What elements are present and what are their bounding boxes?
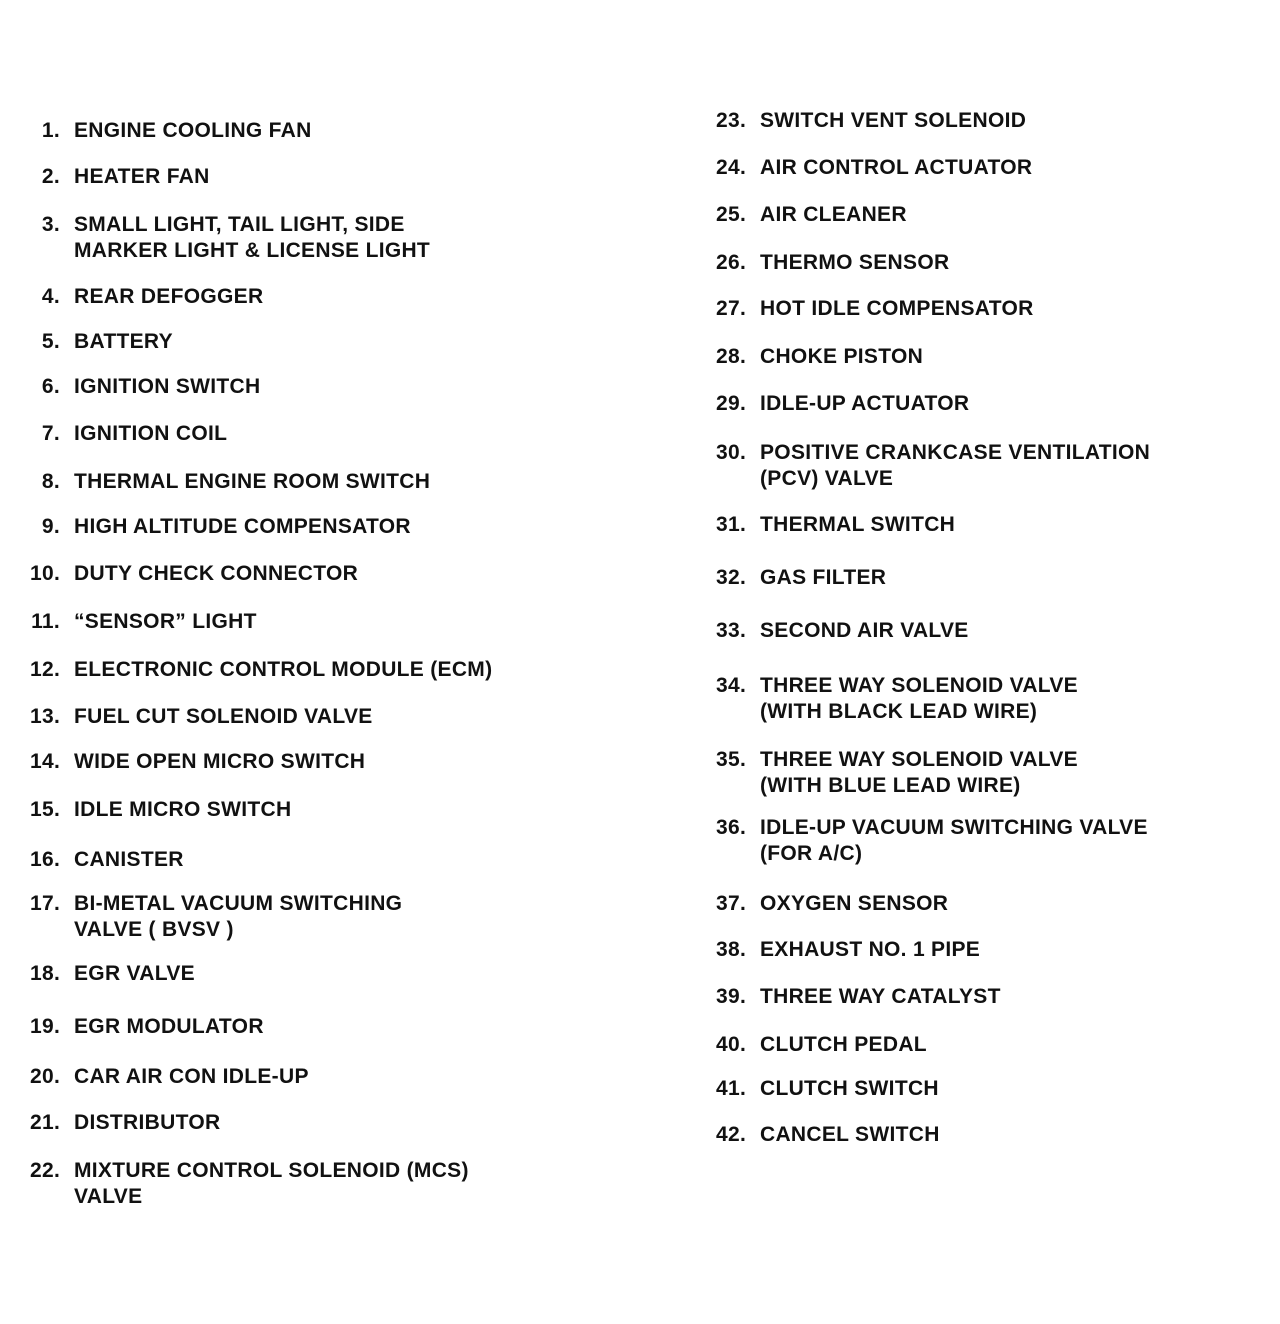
legend-item-text [760,440,1150,492]
legend-item [716,391,969,417]
legend-item-text [760,1076,939,1102]
legend-item-line: ENGINE COOLING FAN [74,119,312,142]
legend-item-line: ELECTRONIC CONTROL MODULE (ECM) [74,658,493,681]
legend-item-text [760,202,907,228]
legend-item-line: “SENSOR” LIGHT [74,610,257,633]
legend-item-number: 17. [30,892,61,915]
legend-item-number: 36. [716,816,747,839]
legend-item-number: 41. [716,1077,747,1100]
legend-item-line: THERMO SENSOR [760,251,950,274]
legend-item-text [760,250,949,276]
legend-item-number: 1. [41,119,60,142]
legend-item-line: (WITH BLACK LEAD WIRE) [760,700,1038,723]
legend-item-line: EGR VALVE [74,962,195,985]
legend-item [716,155,1032,181]
legend-item-text [760,815,1148,867]
legend-item-text [760,673,1078,725]
legend-item-line: (PCV) VALVE [760,467,894,490]
legend-item-number: 35. [716,748,747,771]
legend-item-line: REAR DEFOGGER [74,285,264,308]
legend-item [716,440,1150,492]
legend-item-number: 19. [30,1015,61,1038]
legend-item-line: WIDE OPEN MICRO SWITCH [74,750,366,773]
legend-item [716,937,980,963]
legend-item-number: 21. [30,1111,61,1134]
legend-item-line: HOT IDLE COMPENSATOR [760,297,1034,320]
legend-item [716,512,955,538]
legend-item-number: 7. [41,422,60,445]
legend-item [716,673,1078,725]
legend-item-line: DUTY CHECK CONNECTOR [74,562,359,585]
legend-item-number: 34. [716,674,747,697]
legend-item-line: THREE WAY CATALYST [760,985,1001,1008]
legend-item-number: 22. [30,1159,61,1182]
legend-item-text [760,1122,940,1148]
legend-item-number: 32. [716,566,747,589]
legend-item-line: SWITCH VENT SOLENOID [760,109,1027,132]
legend-item-line: DISTRIBUTOR [74,1111,221,1134]
legend-item-line: HIGH ALTITUDE COMPENSATOR [74,515,411,538]
legend-item-line: THREE WAY SOLENOID VALVE [760,674,1078,697]
legend-item-line: CAR AIR CON IDLE-UP [74,1065,309,1088]
legend-item-line: SECOND AIR VALVE [760,619,969,642]
legend-item-line: IDLE-UP ACTUATOR [760,392,970,415]
legend-item-line: CANCEL SWITCH [760,1123,940,1146]
legend-item-line: BATTERY [74,330,173,353]
legend-item-line: (FOR A/C) [760,842,863,865]
legend-item-number: 31. [716,513,747,536]
legend-item-number: 4. [41,285,60,308]
legend-item [716,108,1026,134]
legend-item [716,250,949,276]
legend-item-text [760,296,1034,322]
legend-item-number: 38. [716,938,747,961]
legend-item-number: 13. [30,705,61,728]
legend-item [716,747,1078,799]
legend-item-text [760,1032,927,1058]
legend-item-line: BI-METAL VACUUM SWITCHING [74,892,403,915]
legend-item-line: MARKER LIGHT & LICENSE LIGHT [74,239,431,262]
legend-item-number: 10. [30,562,61,585]
legend-item-line: AIR CLEANER [760,203,907,226]
legend-item-line: IGNITION SWITCH [74,375,261,398]
legend-item [716,1122,940,1148]
legend-item-line: CLUTCH SWITCH [760,1077,939,1100]
legend-item-line: SMALL LIGHT, TAIL LIGHT, SIDE [74,213,405,236]
legend-item-number: 28. [716,345,747,368]
legend-item-number: 6. [41,375,60,398]
legend-item-line: THERMAL ENGINE ROOM SWITCH [74,470,431,493]
legend-item-line: IDLE-UP VACUUM SWITCHING VALVE [760,816,1148,839]
legend-item-text [760,984,1001,1010]
legend-item-number: 39. [716,985,747,1008]
legend-item-number: 40. [716,1033,747,1056]
legend-item-line: VALVE [74,1185,143,1208]
legend-item-number: 12. [30,658,61,681]
legend-item-number: 3. [41,213,60,236]
legend-item-number: 16. [30,848,61,871]
legend-item-line: EGR MODULATOR [74,1015,264,1038]
legend-item-line: GAS FILTER [760,566,887,589]
legend-item-text [760,512,955,538]
legend-item-number: 8. [41,470,60,493]
legend-item-number: 33. [716,619,747,642]
legend-item-line: AIR CONTROL ACTUATOR [760,156,1033,179]
legend-item [716,344,923,370]
legend-item-line: HEATER FAN [74,165,210,188]
legend-item-number: 5. [41,330,60,353]
legend-item-line: EXHAUST NO. 1 PIPE [760,938,981,961]
legend-item-line: THREE WAY SOLENOID VALVE [760,748,1078,771]
legend-item [716,618,969,644]
legend-item [716,891,948,917]
legend-item-number: 26. [716,251,747,274]
legend-item-text [760,747,1078,799]
legend-item-number: 11. [31,610,60,633]
legend-item-text [760,565,886,591]
legend-item [716,815,1148,867]
legend-item-line: VALVE ( BVSV ) [74,918,234,941]
legend-item-line: IGNITION COIL [74,422,228,445]
legend-item-number: 27. [716,297,747,320]
legend-item-text [760,618,969,644]
legend-item-line: CANISTER [74,848,184,871]
legend-item-line: OXYGEN SENSOR [760,892,949,915]
legend-item-line: CHOKE PISTON [760,345,924,368]
legend-item-number: 24. [716,156,747,179]
legend-item-number: 29. [716,392,747,415]
legend-item-number: 15. [30,798,61,821]
legend-item-line: MIXTURE CONTROL SOLENOID (MCS) [74,1159,469,1182]
legend-item-text [760,391,969,417]
legend-item-line: FUEL CUT SOLENOID VALVE [74,705,373,728]
legend-item-line: (WITH BLUE LEAD WIRE) [760,774,1021,797]
legend-item-text [760,344,923,370]
legend-item-number: 42. [716,1123,747,1146]
legend-item [716,1076,939,1102]
legend-item-line: THERMAL SWITCH [760,513,956,536]
legend-item-text [760,891,948,917]
legend-item-text [760,155,1032,181]
legend-item-number: 18. [30,962,61,985]
legend-item-text [760,937,980,963]
legend-item [716,202,907,228]
legend-item-line: CLUTCH PEDAL [760,1033,927,1056]
legend-item-line: IDLE MICRO SWITCH [74,798,292,821]
legend-item-line: POSITIVE CRANKCASE VENTILATION [760,441,1151,464]
legend-item-number: 25. [716,203,747,226]
legend-item [716,296,1034,322]
legend-item-number: 20. [30,1065,61,1088]
legend-item-number: 9. [41,515,60,538]
legend-item-number: 23. [716,109,747,132]
legend-item [716,1032,927,1058]
legend-item-number: 14. [30,750,61,773]
legend-item [716,984,1001,1010]
legend-item-number: 2. [41,165,60,188]
legend-item-text [760,108,1026,134]
legend-item-number: 37. [716,892,747,915]
legend-item [716,565,886,591]
legend-item-number: 30. [716,441,747,464]
